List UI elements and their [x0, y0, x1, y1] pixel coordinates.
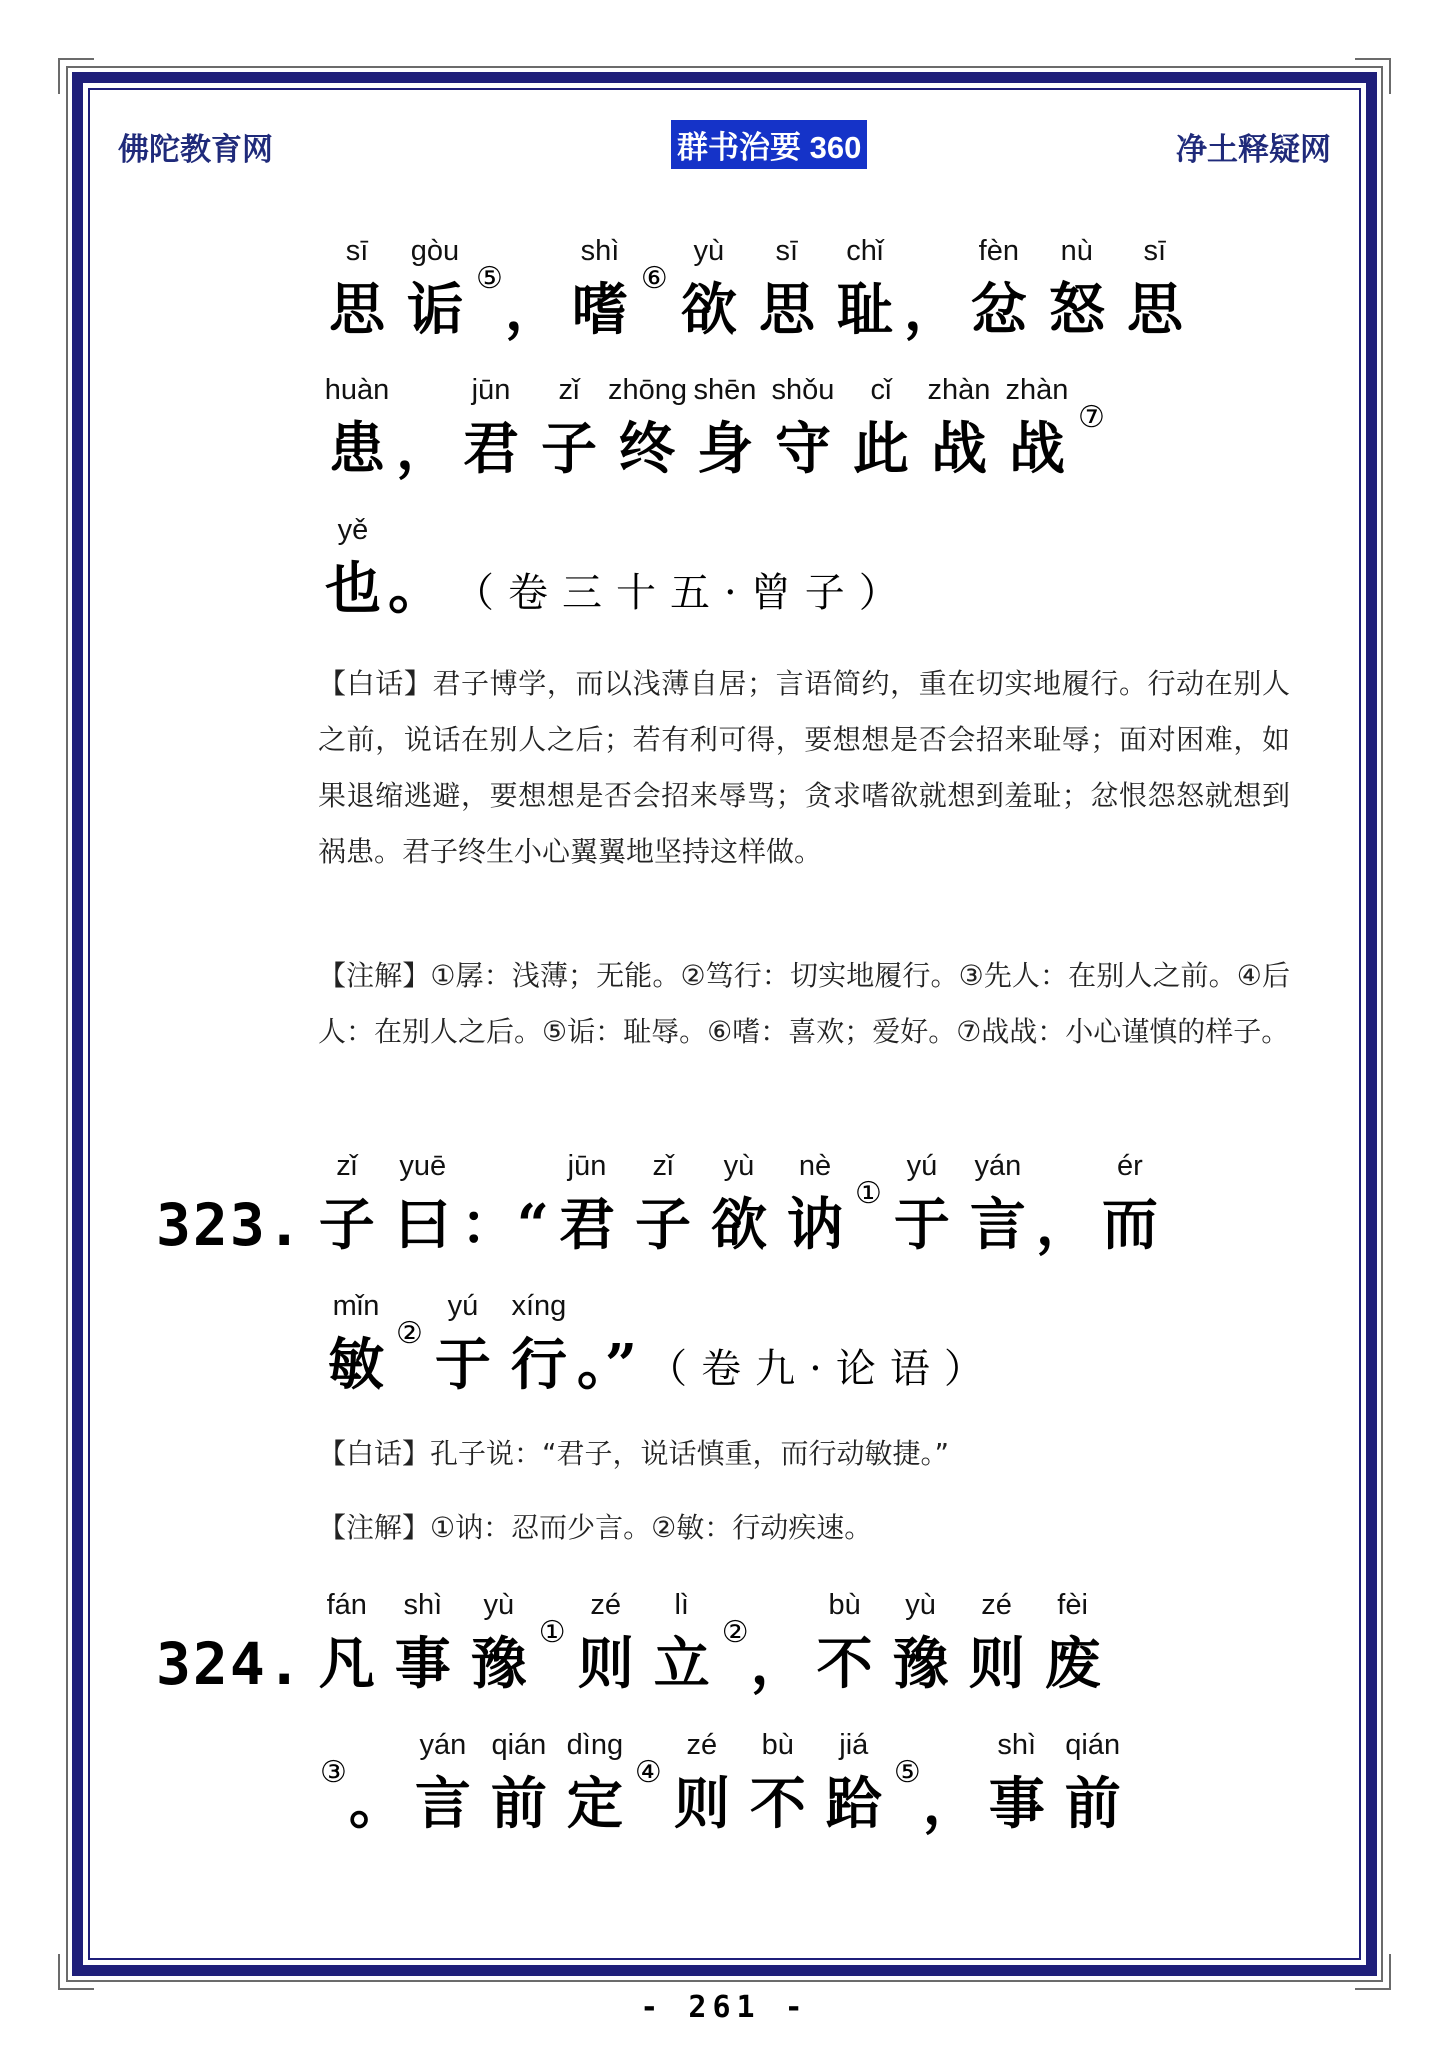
header-right-site: 净土释疑网 — [1176, 132, 1331, 167]
ruby-character — [318, 505, 388, 623]
ruby-character — [561, 226, 639, 344]
baihua-tag: 【白话】 — [318, 1437, 431, 1470]
footnote-marker: ⑦ — [1078, 400, 1105, 435]
pinyin: lì — [674, 1589, 689, 1621]
pinyin: nè — [798, 1150, 832, 1182]
pinyin: jūn — [567, 1150, 607, 1182]
ruby-character — [549, 1141, 625, 1259]
pinyin: bù — [828, 1589, 861, 1621]
entry-number: 324. — [156, 1630, 304, 1698]
verse-line — [156, 1580, 1111, 1698]
ruby-character — [998, 365, 1076, 483]
ruby-character — [960, 1141, 1036, 1259]
footnote-marker: ② — [721, 1615, 749, 1650]
ruby-character — [530, 365, 608, 483]
ruby-character — [777, 1141, 853, 1259]
footnote-marker: ① — [538, 1615, 566, 1650]
header-left-site: 佛陀教育网 — [118, 132, 273, 167]
hanzi: 废 — [1044, 1631, 1101, 1697]
hanzi: 欲 — [711, 1192, 767, 1258]
entry-number: 323. — [156, 1191, 304, 1259]
hanzi: 也 — [325, 556, 381, 622]
punctuation: ， — [750, 1631, 807, 1697]
pinyin: zhàn — [927, 374, 991, 406]
hanzi: 身 — [697, 416, 753, 482]
hanzi: 立 — [653, 1631, 710, 1697]
ruby-character — [807, 1580, 883, 1698]
pinyin: fán — [326, 1589, 367, 1621]
pinyin: yán — [419, 1729, 467, 1761]
hanzi: 凡 — [318, 1631, 375, 1697]
verse-line — [318, 1281, 998, 1399]
hanzi: 事 — [988, 1771, 1045, 1837]
pinyin: zǐ — [336, 1150, 358, 1182]
ruby-character — [461, 1580, 537, 1698]
footnote-marker: ⑤ — [893, 1755, 921, 1790]
page-number: - 261 - — [640, 1990, 809, 2025]
ruby-character — [959, 1580, 1035, 1698]
ruby-character — [979, 1720, 1055, 1838]
ruby-character — [557, 1720, 633, 1838]
hanzi: 守 — [775, 416, 831, 482]
ruby-character — [816, 1720, 892, 1838]
punctuation: ， — [504, 277, 561, 343]
punctuation: 。 — [388, 556, 444, 622]
hanzi: 而 — [1101, 1192, 1158, 1258]
ruby-character — [884, 1141, 960, 1259]
footnote-marker: ① — [855, 1176, 882, 1211]
source-citation: （卷三十五·曾子） — [454, 570, 913, 616]
pinyin: zǐ — [558, 374, 580, 406]
footnote-marker: ② — [396, 1316, 423, 1351]
pinyin: fèi — [1057, 1589, 1088, 1621]
hanzi: 豫 — [470, 1631, 527, 1697]
zhujie-paragraph — [318, 948, 1290, 1060]
pinyin: zé — [590, 1589, 621, 1621]
ruby-character — [318, 226, 396, 344]
hanzi: 跲 — [825, 1771, 882, 1837]
hanzi: 嗜 — [571, 277, 628, 343]
ruby-character — [740, 1720, 816, 1838]
ruby-character — [748, 226, 826, 344]
hanzi: 思 — [758, 277, 815, 343]
hanzi: 耻 — [836, 277, 893, 343]
punctuation: ：“ — [460, 1192, 549, 1258]
pinyin: sī — [345, 235, 369, 267]
ruby-character — [309, 1141, 385, 1259]
pinyin: chǐ — [846, 235, 884, 267]
hanzi: 思 — [329, 277, 385, 343]
footnote-marker: ⑤ — [476, 261, 503, 296]
verse-line — [156, 1141, 1168, 1259]
ruby-character — [644, 1580, 720, 1698]
ruby-character — [318, 365, 396, 483]
hanzi: 事 — [394, 1631, 451, 1697]
hanzi: 则 — [968, 1631, 1025, 1697]
hanzi: 于 — [893, 1192, 950, 1258]
pinyin: xíng — [511, 1290, 567, 1322]
hanzi: 终 — [619, 416, 675, 482]
verse-line — [318, 365, 1107, 483]
ruby-character — [1092, 1141, 1168, 1259]
pinyin: ér — [1117, 1150, 1143, 1182]
punctuation: ， — [922, 1771, 979, 1837]
hanzi: 不 — [816, 1631, 873, 1697]
pinyin: dìng — [566, 1729, 624, 1761]
hanzi: 忿 — [970, 277, 1027, 343]
hanzi: 于 — [434, 1332, 491, 1398]
hanzi: 曰 — [394, 1192, 451, 1258]
ruby-character — [318, 1281, 394, 1399]
pinyin: qián — [491, 1729, 547, 1761]
hanzi: 诟 — [407, 277, 463, 343]
ruby-character — [764, 365, 842, 483]
hanzi: 前 — [1064, 1771, 1121, 1837]
ruby-character — [664, 1720, 740, 1838]
ruby-character — [1035, 1580, 1111, 1698]
ruby-character — [608, 365, 686, 483]
pinyin: shì — [403, 1589, 443, 1621]
ruby-character — [501, 1281, 577, 1399]
pinyin: yuē — [399, 1150, 447, 1182]
hanzi: 子 — [318, 1192, 375, 1258]
pinyin: sī — [775, 235, 799, 267]
pinyin: zé — [981, 1589, 1012, 1621]
hanzi: 则 — [577, 1631, 634, 1697]
punctuation: ， — [1035, 1192, 1092, 1258]
hanzi: 怒 — [1048, 277, 1105, 343]
hanzi: 不 — [749, 1771, 806, 1837]
pinyin: yě — [337, 514, 369, 546]
ruby-character — [385, 1580, 461, 1698]
pinyin: mǐn — [332, 1290, 380, 1322]
ruby-character — [452, 365, 530, 483]
ruby-character — [701, 1141, 777, 1259]
ruby-character — [568, 1580, 644, 1698]
pinyin: shì — [580, 235, 620, 267]
hanzi: 行 — [510, 1332, 567, 1398]
pinyin: fèn — [978, 235, 1019, 267]
zhujie-text: ①讷：忍而少言。②敏：行动疾速。 — [430, 1511, 873, 1544]
hanzi: 欲 — [680, 277, 737, 343]
hanzi: 子 — [635, 1192, 691, 1258]
hanzi: 君 — [559, 1192, 615, 1258]
header-book-title: 群书治要 360 — [671, 120, 867, 169]
ruby-character — [625, 1141, 701, 1259]
pinyin: nù — [1060, 235, 1093, 267]
ruby-character — [1116, 226, 1194, 344]
ruby-character — [1055, 1720, 1131, 1838]
verse-line — [318, 226, 1194, 344]
pinyin: zé — [686, 1729, 718, 1761]
pinyin: zhōng — [608, 374, 688, 406]
pinyin: yù — [905, 1589, 936, 1621]
pinyin: shǒu — [771, 374, 835, 406]
pinyin: jiá — [839, 1729, 869, 1761]
pinyin: yù — [693, 235, 725, 267]
ruby-character — [405, 1720, 481, 1838]
pinyin: shēn — [693, 374, 757, 406]
hanzi: 则 — [673, 1771, 730, 1837]
hanzi: 战 — [1009, 416, 1065, 482]
hanzi: 言 — [414, 1771, 471, 1837]
footnote-marker: ④ — [634, 1755, 662, 1790]
pinyin: zǐ — [652, 1150, 674, 1182]
punctuation: 。 — [348, 1771, 405, 1837]
pinyin: yú — [447, 1290, 479, 1322]
hanzi: 前 — [490, 1771, 547, 1837]
pinyin: cǐ — [870, 374, 892, 406]
ruby-character — [670, 226, 748, 344]
pinyin: bù — [761, 1729, 794, 1761]
hanzi: 患 — [329, 416, 385, 482]
ruby-character — [309, 1580, 385, 1698]
hanzi: 豫 — [892, 1631, 949, 1697]
ruby-character — [883, 1580, 959, 1698]
ruby-character — [826, 226, 904, 344]
pinyin: gòu — [410, 235, 460, 267]
footnote-marker: ③ — [320, 1755, 347, 1790]
pinyin: sī — [1143, 235, 1167, 267]
zhujie-tag: 【注解】 — [318, 959, 431, 992]
hanzi: 子 — [541, 416, 597, 482]
verse-line — [318, 1720, 1131, 1838]
ruby-character — [385, 1141, 461, 1259]
baihua-text: 君子博学，而以浅薄自居；言语简约，重在切实地履行。行动在别人之前，说话在别人之后；若有利可得，要想想是否会招来耻辱；面对困难，如果退缩逃避，要想想是否会招来辱骂；贪求嗜欲就想到羞耻；忿恨怨怒就想到祸患。君子终生小心翼翼地坚持这样做。 — [318, 667, 1290, 868]
hanzi: 讷 — [787, 1192, 843, 1258]
pinyin: qián — [1065, 1729, 1121, 1761]
ruby-character — [396, 226, 474, 344]
hanzi: 定 — [566, 1771, 623, 1837]
pinyin: yù — [483, 1589, 515, 1621]
hanzi: 君 — [463, 416, 519, 482]
footnote-marker: ⑥ — [640, 261, 668, 296]
punctuation: 。” — [576, 1332, 638, 1398]
zhujie-tag: 【注解】 — [318, 1511, 431, 1544]
hanzi: 思 — [1126, 277, 1183, 343]
ruby-character — [960, 226, 1038, 344]
baihua-paragraph — [318, 656, 1290, 880]
pinyin: zhàn — [1005, 374, 1069, 406]
punctuation: ， — [903, 277, 960, 343]
pinyin: yú — [906, 1150, 938, 1182]
baihua-tag: 【白话】 — [318, 667, 433, 700]
ruby-character — [842, 365, 920, 483]
pinyin: yán — [974, 1150, 1022, 1182]
hanzi: 言 — [969, 1192, 1026, 1258]
hanzi: 战 — [931, 416, 987, 482]
pinyin: huàn — [324, 374, 390, 406]
zhujie-paragraph — [318, 1500, 1290, 1556]
hanzi: 敏 — [328, 1332, 384, 1398]
pinyin: shì — [997, 1729, 1037, 1761]
baihua-text: 孔子说：“君子，说话慎重，而行动敏捷。” — [430, 1437, 950, 1470]
zhujie-text: ①孱：浅薄；无能。②笃行：切实地履行。③先人：在别人之前。④后人：在别人之后。⑤诟：耻辱。⑥嗜：喜欢；爱好。⑦战战：小心谨慎的样子。 — [318, 959, 1290, 1048]
verse-line — [318, 505, 913, 623]
punctuation: ， — [396, 416, 452, 482]
ruby-character — [1038, 226, 1116, 344]
baihua-paragraph — [318, 1426, 1290, 1482]
ruby-character — [425, 1281, 501, 1399]
pinyin: yù — [723, 1150, 755, 1182]
source-citation: （卷九·论语） — [647, 1346, 998, 1392]
hanzi: 此 — [853, 416, 909, 482]
ruby-character — [481, 1720, 557, 1838]
ruby-character — [920, 365, 998, 483]
ruby-character — [686, 365, 764, 483]
pinyin: jūn — [471, 374, 511, 406]
